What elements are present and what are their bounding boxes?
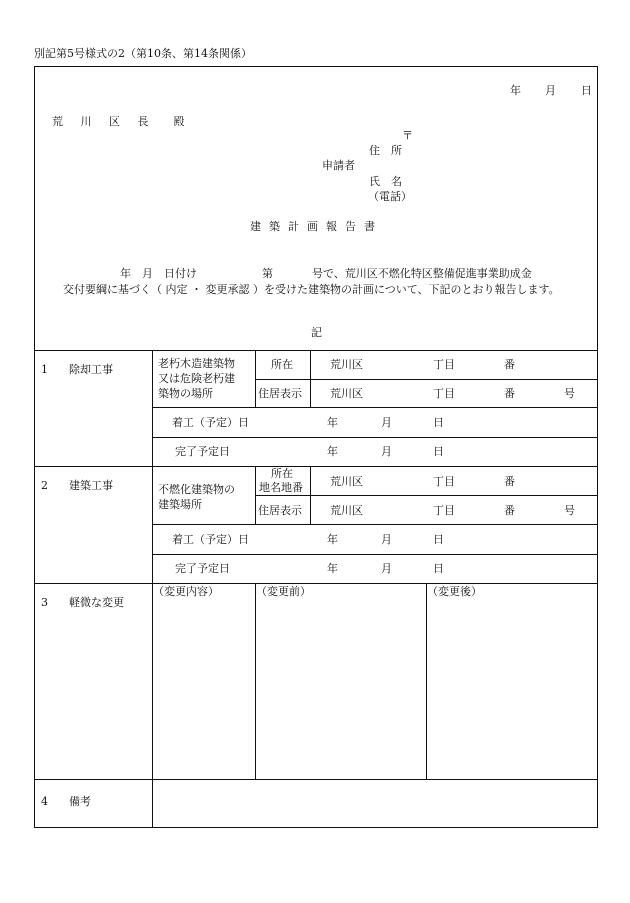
row4-label: 備考 xyxy=(69,795,91,808)
row1-start-month: 月 xyxy=(381,416,392,429)
date-year-label: 年 xyxy=(510,84,521,97)
row3-number: 3 xyxy=(41,596,48,609)
row2-top-line xyxy=(34,466,598,467)
row2-value-column-line xyxy=(310,466,311,524)
row2-residence-ban: 番 xyxy=(504,504,515,517)
row2-number: 2 xyxy=(41,479,48,492)
row2-location-chome: 丁目 xyxy=(433,475,455,488)
body-line1-rest: 号で、荒川区不燃化特区整備促進事業助成金 xyxy=(312,267,532,280)
row1-finish-month: 月 xyxy=(381,445,392,458)
body-line1-date: 年 月 日付け xyxy=(120,267,197,280)
row3-label: 軽微な変更 xyxy=(69,596,124,609)
row2-start-month: 月 xyxy=(381,533,392,546)
row2-residence-ward: 荒川区 xyxy=(330,504,363,517)
row2-start-year: 年 xyxy=(327,533,338,546)
change-content-label: （変更内容） xyxy=(153,585,219,598)
row1-location-ward: 荒川区 xyxy=(330,358,363,371)
row2-finish-month: 月 xyxy=(381,562,392,575)
row2-label: 建築工事 xyxy=(69,479,113,492)
row2-location-label-2: 地名地番 xyxy=(259,481,303,494)
row1-start-day: 日 xyxy=(433,416,444,429)
row2-finish-year: 年 xyxy=(327,562,338,575)
form-label: 別記第5号様式の2（第10条、第14条関係） xyxy=(34,47,252,60)
row1-finish-day: 日 xyxy=(433,445,444,458)
row1-place-divider xyxy=(152,407,598,408)
row3-after-column-line xyxy=(426,583,427,779)
row1-start-divider xyxy=(152,437,598,438)
row1-start-year: 年 xyxy=(327,416,338,429)
table-top-line xyxy=(34,350,598,351)
body-line1-no: 第 xyxy=(262,267,273,280)
row1-sub-column-line xyxy=(255,350,256,408)
row2-sub-column-line xyxy=(255,466,256,524)
row2-location-ban: 番 xyxy=(504,475,515,488)
row2-place-label-1: 不燃化建築物の xyxy=(158,483,235,496)
row2-location-label-1: 所在 xyxy=(271,467,293,480)
row1-residence-ban: 番 xyxy=(504,387,515,400)
row1-place-label-2: 又は危険老朽建 xyxy=(158,372,235,385)
row4-number: 4 xyxy=(41,795,48,808)
row1-place-label-3: 築物の場所 xyxy=(158,387,213,400)
row2-finish-label: 完了予定日 xyxy=(175,562,230,575)
row3-top-line xyxy=(34,583,598,584)
row2-location-divider xyxy=(255,495,598,496)
date-day-label: 日 xyxy=(581,84,592,97)
row1-residence-ward: 荒川区 xyxy=(330,387,363,400)
row2-start-divider xyxy=(152,554,598,555)
row1-location-chome: 丁目 xyxy=(433,358,455,371)
address-label: 住 所 xyxy=(369,144,402,157)
postal-mark: 〒 xyxy=(402,129,413,142)
row2-start-label: 着工（予定）日 xyxy=(172,533,249,546)
row2-start-day: 日 xyxy=(433,533,444,546)
row1-residence-go: 号 xyxy=(564,387,575,400)
row1-location-divider xyxy=(255,379,598,380)
row4-top-line xyxy=(34,779,598,780)
ki-label: 記 xyxy=(311,326,322,339)
row3-before-column-line xyxy=(255,583,256,779)
body-line2: 交付要綱に基づく（ 内定 ・ 変更承認 ）を受けた建築物の計画について、下記のとおり報告します。 xyxy=(63,283,560,296)
addressee: 荒 川 区 長 殿 xyxy=(52,115,192,128)
row1-start-label: 着工（予定）日 xyxy=(172,416,249,429)
row2-place-label-2: 建築場所 xyxy=(158,498,202,511)
row2-residence-go: 号 xyxy=(564,504,575,517)
row1-number: 1 xyxy=(41,363,48,376)
name-label: 氏 名 xyxy=(369,175,402,188)
row1-value-column-line xyxy=(310,350,311,408)
change-after-label: （変更後） xyxy=(427,585,482,598)
phone-label: （電話） xyxy=(368,190,412,203)
row1-location-label: 所在 xyxy=(271,358,293,371)
form-frame xyxy=(34,66,598,828)
change-before-label: （変更前） xyxy=(256,585,311,598)
row2-finish-day: 日 xyxy=(433,562,444,575)
row2-location-ward: 荒川区 xyxy=(330,475,363,488)
row2-place-divider xyxy=(152,524,598,525)
row1-finish-year: 年 xyxy=(327,445,338,458)
row1-residence-label: 住居表示 xyxy=(258,387,302,400)
document-title: 建築計画報告書 xyxy=(250,220,383,233)
row1-residence-chome: 丁目 xyxy=(433,387,455,400)
applicant-role-label: 申請者 xyxy=(322,159,355,172)
row2-residence-label: 住居表示 xyxy=(258,504,302,517)
row1-label: 除却工事 xyxy=(69,363,113,376)
row1-location-ban: 番 xyxy=(504,358,515,371)
date-month-label: 月 xyxy=(545,84,556,97)
row2-residence-chome: 丁目 xyxy=(433,504,455,517)
row1-place-label-1: 老朽木造建築物 xyxy=(158,357,235,370)
row1-finish-label: 完了予定日 xyxy=(175,445,230,458)
